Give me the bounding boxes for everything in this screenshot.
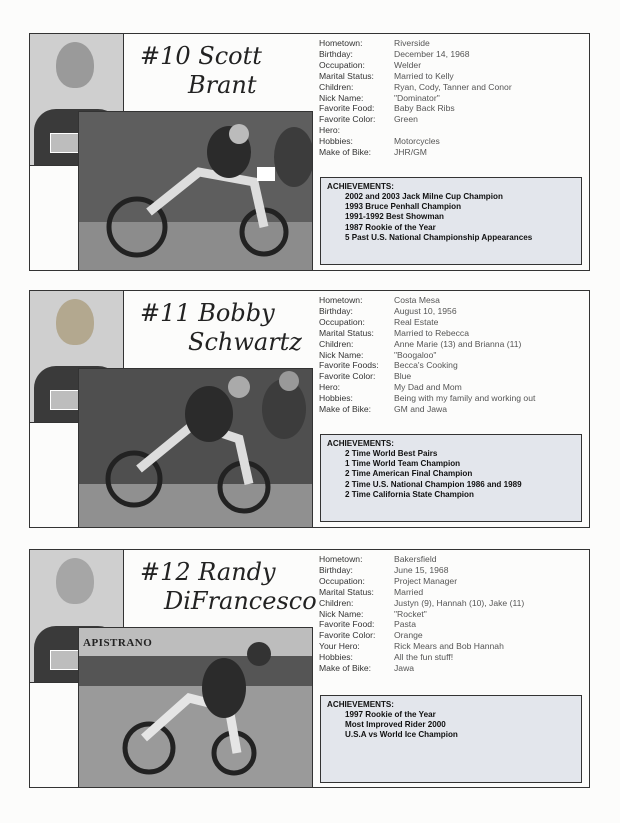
info-row: Favorite Food: Pasta: [319, 619, 416, 630]
info-row: Favorite Food: Baby Back Ribs: [319, 103, 455, 114]
achievement-item: U.S.A vs World Ice Champion: [345, 730, 458, 740]
achievement-item: Most Improved Rider 2000: [345, 720, 446, 730]
achievement-item: 2 Time U.S. National Champion 1986 and 1989: [345, 479, 522, 489]
rider-info: [319, 38, 512, 158]
info-row: Hobbies: Motorcycles: [319, 136, 440, 147]
achievement-item: 2002 and 2003 Jack Milne Cup Champion: [345, 192, 503, 201]
name-line2: DiFrancesco: [164, 587, 317, 615]
info-row: Nick Name: "Boogaloo": [319, 349, 437, 360]
info-row: Make of Bike: Jawa: [319, 663, 415, 674]
info-row: Occupation: Real Estate: [319, 316, 439, 327]
name-line1: #12 Randy: [140, 558, 276, 586]
achievement-item: 1987 Rookie of the Year: [345, 222, 436, 232]
achievement-item: 1993 Bruce Penhall Champion: [345, 202, 462, 212]
action-photo: [78, 368, 313, 528]
info-row: Favorite Color: Blue: [319, 371, 412, 382]
info-row: Children: Anne Marie (13) and Brianna (11): [319, 338, 522, 349]
achievements-box: [320, 177, 582, 265]
info-row: Hobbies: Being with my family and working out: [319, 393, 536, 404]
info-row: Your Hero: Rick Mears and Bob Hannah: [319, 641, 504, 652]
name-line2: Schwartz: [188, 328, 302, 356]
achievements-box: [320, 434, 582, 522]
info-row: Make of Bike: JHR/GM: [319, 147, 427, 158]
name-line1: #10 Scott: [140, 42, 262, 70]
achievements-title: ACHIEVEMENTS:: [327, 439, 395, 448]
info-row: Children: Justyn (9), Hannah (10), Jake (11): [319, 597, 525, 608]
info-row: Marital Status: Married to Kelly: [319, 70, 454, 81]
rider-name: [140, 42, 320, 100]
info-row: Birthday: June 15, 1968: [319, 564, 449, 575]
photo-sign: APISTRANO: [83, 637, 153, 649]
info-row: Nick Name: "Dominator": [319, 92, 440, 103]
achievement-item: 2 Time American Final Champion: [345, 469, 473, 479]
achievements-box: [320, 695, 582, 783]
info-row: Make of Bike: GM and Jawa: [319, 404, 448, 415]
info-row: Marital Status: Married: [319, 586, 424, 597]
info-row: Occupation: Welder: [319, 59, 422, 70]
rider-info: [319, 554, 524, 674]
rider-name: [140, 558, 320, 616]
action-photo: [78, 627, 313, 788]
info-row: Children: Ryan, Cody, Tanner and Conor: [319, 81, 512, 92]
info-row: Favorite Color: Orange: [319, 630, 423, 641]
info-row: Hero: My Dad and Mom: [319, 382, 462, 393]
action-photo: [78, 111, 313, 271]
info-row: Nick Name: "Rocket": [319, 608, 427, 619]
rider-card: [29, 33, 590, 271]
info-row: Favorite Color: Green: [319, 114, 418, 125]
info-row: Favorite Foods: Becca's Cooking: [319, 360, 458, 371]
achievement-item: 1 Time World Team Champion: [345, 459, 461, 469]
info-row: Marital Status: Married to Rebecca: [319, 327, 469, 338]
achievement-item: 1997 Rookie of the Year: [345, 710, 436, 719]
achievement-item: 2 Time California State Champion: [345, 489, 474, 499]
info-row: Birthday: December 14, 1968: [319, 48, 470, 59]
info-row: Birthday: August 10, 1956: [319, 305, 457, 316]
name-line1: #11 Bobby: [140, 299, 275, 327]
achievement-item: 5 Past U.S. National Championship Appearances: [345, 232, 533, 242]
name-line2: Brant: [188, 71, 257, 99]
achievement-item: 1991-1992 Best Showman: [345, 212, 444, 222]
info-row: Hero:: [319, 125, 341, 136]
info-row: Hobbies: All the fun stuff!: [319, 652, 454, 663]
rider-card: [29, 549, 590, 788]
achievement-item: 2 Time World Best Pairs: [345, 449, 438, 458]
info-row: Hometown: Bakersfield: [319, 554, 437, 564]
rider-info: [319, 295, 535, 415]
info-row: Occupation: Project Manager: [319, 575, 458, 586]
achievements-title: ACHIEVEMENTS:: [327, 182, 395, 191]
rider-card: [29, 290, 590, 528]
info-row: Hometown: Riverside: [319, 38, 430, 48]
info-row: Hometown: Costa Mesa: [319, 295, 440, 305]
achievements-title: ACHIEVEMENTS:: [327, 700, 395, 709]
rider-name: [140, 299, 320, 357]
